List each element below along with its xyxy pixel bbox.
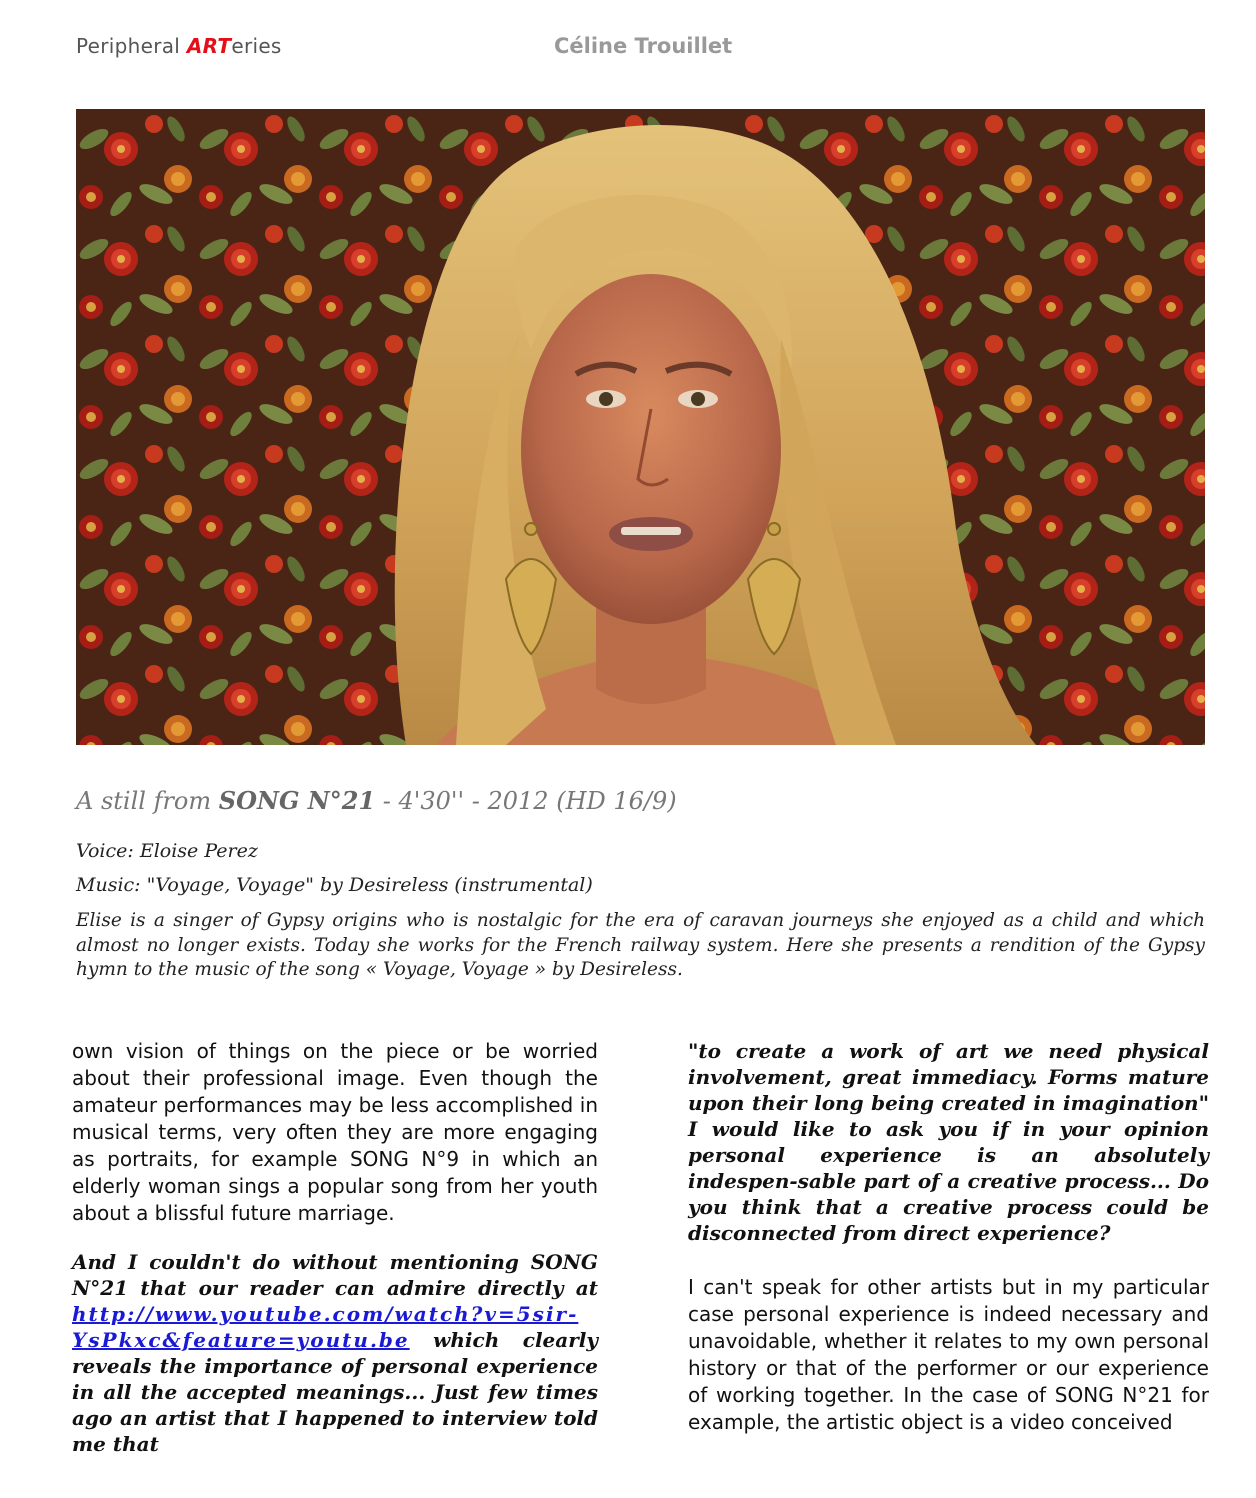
interview-answer: I can't speak for other artists but in my particular case personal experience is indeed necessary and unavoidable, whether it relates to my own personal history or that of the performer or our experience of working together. In the case of SONG N°21 for example, the artistic object is a video conceived — [688, 1275, 1209, 1434]
video-still-photo — [76, 109, 1205, 745]
interview-question: And I couldn't do without mentioning SONG N°21 that our reader can admire directly at http://www.youtube.com/watch?v=5sir-YsPkxc&feature=youtu.be which clearly reveals the importance of personal experience in all the accepted meanings... Just few times ago an artist that I happened to interview told me that — [72, 1250, 598, 1456]
work-title: SONG N°21 — [218, 786, 376, 815]
author-name: Céline Trouillet — [554, 34, 733, 58]
youtube-link[interactable]: http://www.youtube.com/watch?v=5sir-YsPkxc&feature=youtu.be — [72, 1302, 579, 1352]
brand-art: ART — [186, 34, 232, 58]
caption-description: Elise is a singer of Gypsy origins who is nostalgic for the era of caravan journeys she enjoyed as a child and which almost no longer exists. Today she works for the French railway system. Here she presents a rendition of the Gypsy hymn to the music of the song « Voyage, Voyage » by Desireless. — [76, 910, 1205, 980]
right-column — [688, 1038, 1209, 1436]
left-column — [72, 1038, 598, 1457]
caption-music: Music: "Voyage, Voyage" by Desireless (instrumental) — [76, 874, 593, 896]
body-paragraph: own vision of things on the piece or be worried about their professional image. Even though the amateur performances may be less accomplished in musical terms, very often they are more engaging as portraits, for example SONG N°9 in which an elderly woman sings a popular song from her youth about a blissful future marriage. — [72, 1039, 598, 1225]
brand-prefix: Peripheral — [76, 34, 187, 58]
brand-suffix: eries — [231, 34, 282, 58]
caption-title: A still from SONG N°21 - 4'30'' - 2012 (HD 16/9) — [76, 786, 677, 815]
interview-question: "to create a work of art we need physical involvement, great immediacy. Forms mature upon their long being created in imagination" I would like to ask you if in your opinion personal experience is an absolutely indespen-sable part of a creative process... Do you think that a creative process could be disconnected from direct experience? — [688, 1039, 1209, 1245]
site-brand — [76, 34, 282, 58]
caption-voice: Voice: Eloise Perez — [76, 840, 258, 862]
